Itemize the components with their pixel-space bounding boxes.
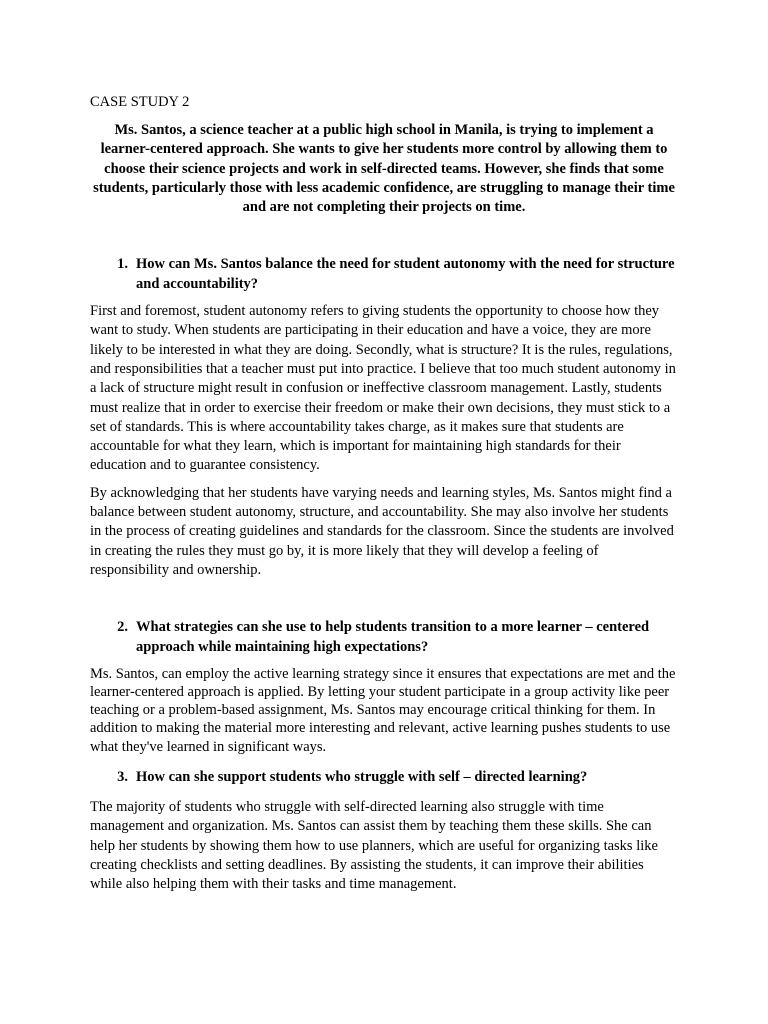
document-page	[90, 92, 678, 903]
question-1	[90, 255, 678, 294]
question-text: How can Ms. Santos balance the need for student autonomy with the need for structure and accountability?	[136, 256, 675, 292]
answer-paragraph: Ms. Santos, can employ the active learning strategy since it ensures that expectations are met and the learner-centered approach is applied. By letting your student participate in a group activity like peer teaching or a problem-based assignment, Ms. Santos may encourage critical thinking for them. In addition to making the material more interesting and relevant, active learning pushes students to use what they've learned in significant ways.	[90, 665, 676, 755]
question-text: What strategies can she use to help students transition to a more learner – centered approach while maintaining high expectations?	[136, 619, 650, 655]
answer-paragraph: By acknowledging that her students have varying needs and learning styles, Ms. Santos might find a balance between student autonomy, structure, and accountability. She may also involve her students in the process of creating guidelines and standards for the classroom. Since the students are involved in creating the rules they must go by, it is more likely that they will develop a feeling of responsibility and ownership.	[90, 484, 674, 578]
case-intro: Ms. Santos, a science teacher at a public high school in Manila, is trying to implement a learner-centered approach. She wants to give her students more control by allowing them to choose their science projects and work in self-directed teams. However, she finds that some students, particularly those with less academic confidence, are struggling to manage their time and are not completing their projects on time.	[93, 122, 675, 216]
question-3	[90, 768, 678, 787]
question-number: 1.	[117, 256, 128, 273]
document-title: CASE STUDY 2	[90, 94, 190, 110]
answer-paragraph: The majority of students who struggle with self-directed learning also struggle with time management and organization. Ms. Santos can assist them by teaching them these skills. She can help her students by showing them how to use planners, which are useful for organizing tasks like creating checklists and setting deadlines. By assisting the students, it can improve their abilities while also helping them with their tasks and time management.	[90, 799, 658, 893]
question-2	[90, 618, 678, 657]
question-text: How can she support students who struggle with self – directed learning?	[136, 768, 588, 785]
answer-paragraph: First and foremost, student autonomy refers to giving students the opportunity to choose how they want to study. When students are participating in their education and have a voice, they are more likely to be interested in what they are doing. Secondly, what is structure? It is the rules, regulations, and responsibilities that a teacher must put into practice. I believe that too much student autonomy in a lack of structure might result in confusion or ineffective classroom management. Lastly, students must realize that in order to exercise their freedom or make their own decisions, they must stick to a set of standards. This is where accountability takes charge, as it makes sure that students are accountable for what they learn, which is important for maintaining high standards for their education and to guarantee consistency.	[90, 303, 676, 474]
question-number: 3.	[117, 768, 128, 785]
question-number: 2.	[117, 619, 128, 636]
